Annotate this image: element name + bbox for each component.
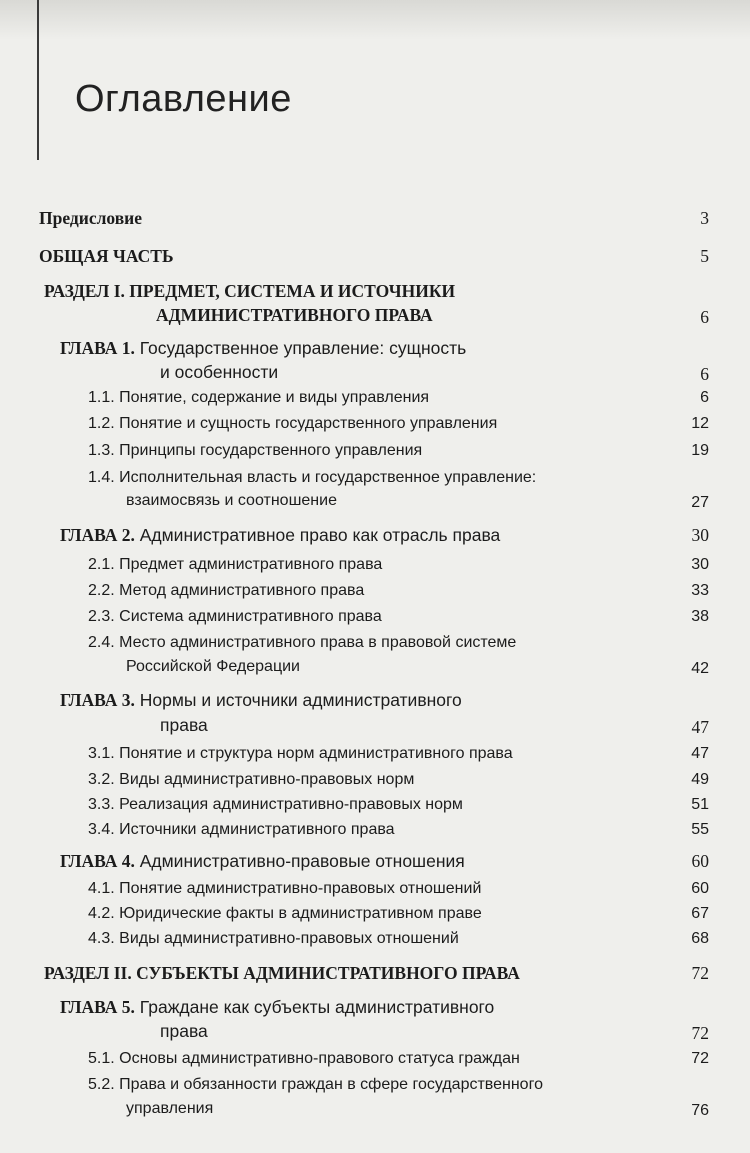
toc-subsection-5-2-line2: управления xyxy=(126,1100,214,1117)
toc-page-number: 51 xyxy=(691,796,709,813)
toc-subsection-1-1: 1.1. Понятие, содержание и виды управления xyxy=(88,389,430,406)
toc-subsection-3-3: 3.3. Реализация административно-правовых норм xyxy=(88,796,463,813)
toc-subsection-2-4: 2.4. Место административного права в правовой системе xyxy=(88,634,517,651)
toc-page-number: 72 xyxy=(691,1023,709,1043)
toc-subsection-5-1: 5.1. Основы административно-правового статуса граждан xyxy=(88,1050,520,1067)
toc-chapter-5-line2: права xyxy=(160,1021,208,1041)
toc-page-number: 72 xyxy=(691,1050,709,1067)
toc-page-number: 30 xyxy=(691,525,709,545)
toc-page-number: 6 xyxy=(700,307,709,327)
toc-entry-general-part: ОБЩАЯ ЧАСТЬ xyxy=(39,246,174,266)
toc-page-number: 19 xyxy=(691,442,709,459)
toc-chapter-1-line2: и особенности xyxy=(160,362,279,382)
toc-subsection-2-2: 2.2. Метод административного права xyxy=(88,582,365,599)
toc-chapter-3: ГЛАВА 3. Нормы и источники административного xyxy=(60,690,462,710)
toc-subsection-3-2: 3.2. Виды административно-правовых норм xyxy=(88,771,415,788)
toc-page-number: 47 xyxy=(691,745,709,762)
toc-page-number: 72 xyxy=(691,963,709,983)
toc-chapter-1: ГЛАВА 1. Государственное управление: сущность xyxy=(60,338,467,358)
toc-subsection-2-1: 2.1. Предмет административного права xyxy=(88,556,383,573)
toc-section-1-line1: РАЗДЕЛ I. ПРЕДМЕТ, СИСТЕМА И ИСТОЧНИКИ xyxy=(44,281,456,301)
toc-page-number: 33 xyxy=(691,582,709,599)
toc-subsection-2-4-line2: Российской Федерации xyxy=(126,658,300,675)
toc-entry-preface: Предисловие xyxy=(39,208,143,228)
toc-page-number: 55 xyxy=(691,821,709,838)
toc-chapter-2: ГЛАВА 2. Административное право как отрасль права xyxy=(60,525,501,545)
toc-subsection-3-4: 3.4. Источники административного права xyxy=(88,821,395,838)
toc-page-number: 47 xyxy=(691,717,709,737)
toc-page-number: 30 xyxy=(691,556,709,573)
toc-page-number: 60 xyxy=(691,880,709,897)
toc-page-number: 5 xyxy=(700,246,709,266)
toc-page-number: 27 xyxy=(691,494,709,511)
toc-page-number: 12 xyxy=(691,415,709,432)
toc-subsection-1-3: 1.3. Принципы государственного управления xyxy=(88,442,423,459)
toc-page-number: 76 xyxy=(691,1102,709,1119)
toc-page-number: 68 xyxy=(691,930,709,947)
page-title: Оглавление xyxy=(75,78,292,120)
toc-subsection-1-4-line2: взаимосвязь и соотношение xyxy=(126,492,337,509)
toc-page-number: 6 xyxy=(700,364,709,384)
toc-subsection-4-1: 4.1. Понятие административно-правовых отношений xyxy=(88,880,482,897)
toc-subsection-4-3: 4.3. Виды административно-правовых отношений xyxy=(88,930,459,947)
toc-chapter-4: ГЛАВА 4. Административно-правовые отношения xyxy=(60,851,465,871)
toc-page-number: 6 xyxy=(700,389,709,406)
toc-subsection-1-4: 1.4. Исполнительная власть и государственное управление: xyxy=(88,469,537,486)
toc-page-number: 60 xyxy=(691,851,709,871)
toc-page-number: 38 xyxy=(691,608,709,625)
toc-section-1-line2: АДМИНИСТРАТИВНОГО ПРАВА xyxy=(156,305,433,325)
toc-chapter-5: ГЛАВА 5. Граждане как субъекты административного xyxy=(60,997,495,1017)
toc-subsection-2-3: 2.3. Система административного права xyxy=(88,608,382,625)
toc-subsection-4-2: 4.2. Юридические факты в административном праве xyxy=(88,905,482,922)
toc-subsection-1-2: 1.2. Понятие и сущность государственного управления xyxy=(88,415,498,432)
toc-page-number: 3 xyxy=(700,208,709,228)
toc-page-number: 67 xyxy=(691,905,709,922)
toc-subsection-3-1: 3.1. Понятие и структура норм административного права xyxy=(88,745,513,762)
toc-chapter-3-line2: права xyxy=(160,715,208,735)
toc-section-2: РАЗДЕЛ II. СУБЪЕКТЫ АДМИНИСТРАТИВНОГО ПРАВА xyxy=(44,963,520,983)
toc-page-number: 42 xyxy=(691,660,709,677)
toc-subsection-5-2: 5.2. Права и обязанности граждан в сфере государственного xyxy=(88,1076,543,1093)
toc-page-number: 49 xyxy=(691,771,709,788)
